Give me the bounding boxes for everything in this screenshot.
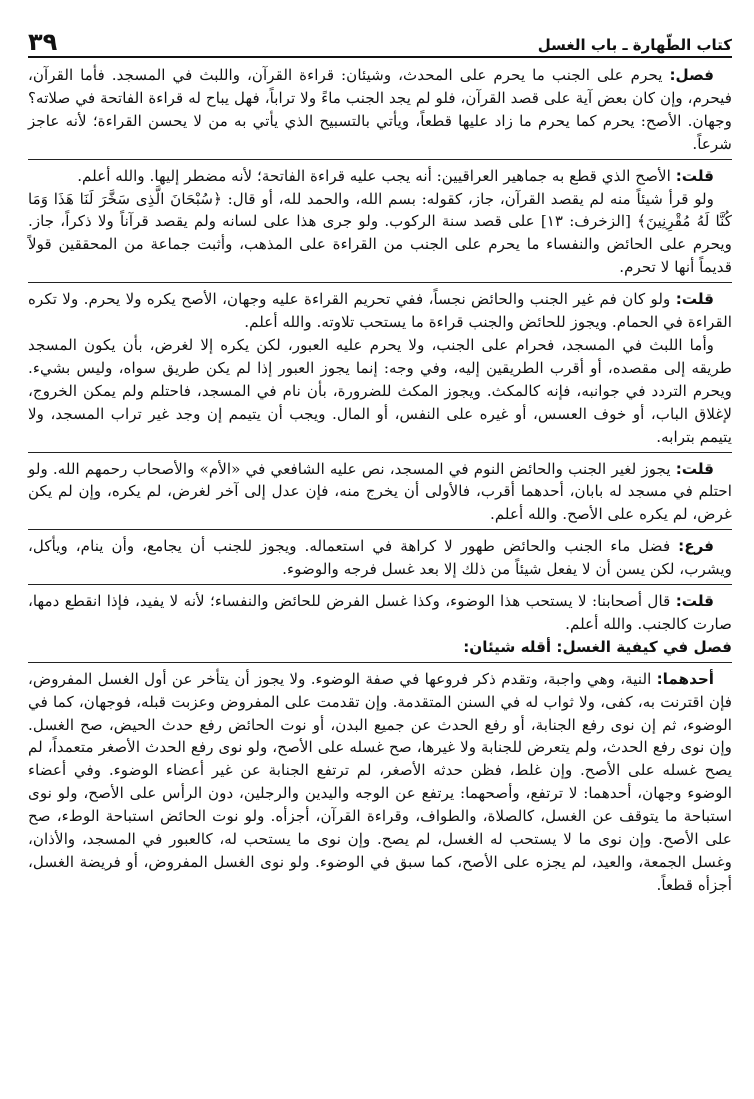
paragraph-lead-term: أحدهما: — [656, 669, 714, 688]
running-title: كتاب الطّهارة ـ باب الغسل — [537, 36, 732, 54]
text-block — [28, 288, 732, 452]
paragraph-lead-term: قلت: — [675, 290, 714, 309]
page-number: ٣٩ — [28, 28, 58, 56]
text-block — [28, 458, 732, 531]
paragraph-lead-term: فرع: — [678, 537, 714, 556]
text-block — [28, 165, 732, 284]
paragraph — [28, 188, 732, 280]
paragraph — [28, 458, 732, 527]
paragraph-text: وأما اللبث في المسجد، فحرام على الجنب، ولا يحرم عليه العبور، لكن يكره إلا لغرض، بأن يكون المسجد طريقه إلى مقصده، أو أقرب الطريقين إليه، وفي وجه: إنما يجوز العبور إذا لم يكن طريق سواه، وليس بشيء. ويحرم التردد في جوانبه، فإنه كالمكث. ويجوز المكث للضرورة، بأن نام في المسجد، فاحتلم ولم يمكن الخروج، لإغلاق الباب، أو خوف العسس، أو غيره على النفس، أو المال. ويجب أن يتيمم إن وجد غير تراب المسجد، ولا يتيمم بترابه. — [28, 335, 732, 446]
paragraph-text: ولو قرأ شيئاً منه لم يقصد القرآن، جاز، كقوله: بسم الله، والحمد لله، أو قال: ﴿سُبْحَانَ الَّذِى سَخَّرَ لَنَا هَذَا وَمَا كُنَّا لَهُ مُقْرِنِينَ﴾ [الزخرف: ١٣] على قصد سنة الركوب. ولو جرى هذا على لسانه ولم يقصد قرآناً ولا ذكراً، جاز. ويحرم على الحائض والنفساء ما يحرم على الجنب من القراءة على المذهب، وأثبت جماعة من المحققين قولاً قديماً أنها لا تحرم. — [28, 189, 732, 277]
paragraph — [28, 64, 732, 156]
text-block — [28, 535, 732, 585]
paragraph-lead-term: قلت: — [675, 592, 714, 611]
paragraph — [28, 535, 732, 581]
text-block — [28, 668, 732, 900]
text-block — [28, 64, 732, 160]
paragraph-text: يجوز لغير الجنب والحائض النوم في المسجد، نص عليه الشافعي في «الأم» والأصحاب رحمهم الله. ولو احتلم في مسجد له بابان، أحدهما أقرب، فالأولى أن يخرج منه، فإن عدل إلى آخر لغرض، لم يكره، وإن لم يكن غرض، لم يكره على الأصح. والله أعلم. — [28, 459, 732, 524]
paragraph-text: قال أصحابنا: لا يستحب هذا الوضوء، وكذا غسل الفرض للحائض والنفساء؛ لأنه لا يفيد، فإذا انقطع دمها، صارت كالجنب. والله أعلم. — [28, 592, 732, 633]
paragraph-text: يحرم على الجنب ما يحرم على المحدث، وشيئان: قراءة القرآن، واللبث في المسجد. فأما القرآن، فيحرم، وإن كان بعض آية على قصد القرآن، فلو لم يجد الجنب ماءً ولا تراباً، فهل يباح له قراءة الفاتحة في صلاته؟ وجهان. الأصح: يحرم كما يحرم ما زاد عليها قطعاً، ويأتي بالتسبيح الذي يأتي به من لا يحسن القراءة؛ لأنه عاجز شرعاً. — [28, 66, 732, 153]
page-body — [28, 64, 732, 1085]
paragraph — [28, 334, 732, 449]
paragraph-text: النية، وهي واجبة، وتقدم ذكر فروعها في صفة الوضوء. ولا يجوز أن يتأخر عن أول الغسل المفروض، فإن اقترنت به، كفى، ولا ثواب له في السنن المتقدمة. وإن تقدمت على المفروض وعزبت قبله، فوجهان، كما في الوضوء، ثم إن نوى رفع الجنابة، أو رفع الحدث عن جميع البدن، أو نوت الحائض رفع حدث الحيض، صح الغسل. وإن نوى رفع الحدث، ولم يتعرض للجنابة ولا غيرها، صح غسله على الأصح، ولو نوى رفع الحدث الأصغر متعمداً، لم يصح غسله على الأصح. وإن غلط، فظن حدثه الأصغر، لم ترتفع الجنابة عن غير أعضاء الوضوء. وفي أعضاء الوضوء وجهان، أحدهما: لا ترتفع، وأصحهما: يرتفع عن الوجه واليدين والرجلين، دون الرأس على الأصح، ولو نوى استباحة ما يتوقف عن الغسل، كالصلاة، والطواف، وقراءة القرآن، أجزأه. ولو نوت الحائض استباحة الوطء، صح على الأصح. وإن نوى ما لا يستحب له الغسل، لم يصح. وإن نوى ما يستحب له، كالعبور في المسجد، والأذان، وغسل الجمعة، والعيد، لم يجزه على الأصح، كما سبق في الوضوء. ولو نوى الغسل المفروض، أو فريضة الغسل، أجزأه قطعاً. — [28, 669, 732, 894]
page-header — [28, 20, 732, 58]
section-heading — [28, 636, 732, 659]
paragraph-text: الأصح الذي قطع به جماهير العراقيين: أنه يجب عليه قراءة الفاتحة؛ لأنه مضطر إليها. والله أعلم. — [77, 166, 676, 185]
paragraph-text: ولو كان فم غير الجنب والحائض نجساً، ففي تحريم القراءة عليه وجهان، الأصح يكره ولا يحرم. ولا تكره القراءة في الحمام. ويجوز للحائض والجنب قراءة ما يستحب تلاوته. والله أعلم. — [28, 290, 732, 332]
paragraph — [28, 288, 732, 334]
paragraph-lead-term: فصل: — [669, 66, 714, 84]
paragraph-lead-term: فصل في كيفية الغسل: — [556, 637, 732, 656]
paragraph-text: فضل ماء الجنب والحائض طهور لا كراهة في استعماله. ويجوز للجنب أن يجامع، وأن ينام، ويأكل، ويشرب، لكن يسن أن لا يفعل شيئاً من ذلك إلا بعد غسل فرجه والوضوء. — [28, 537, 732, 579]
paragraph — [28, 590, 732, 636]
paragraph-lead-term: قلت: — [675, 166, 714, 185]
paragraph-lead-term: قلت: — [675, 459, 714, 478]
text-block — [28, 590, 732, 663]
paragraph-text: أقله شيئان: — [463, 637, 557, 656]
paragraph — [28, 668, 732, 897]
paragraph — [28, 165, 732, 188]
